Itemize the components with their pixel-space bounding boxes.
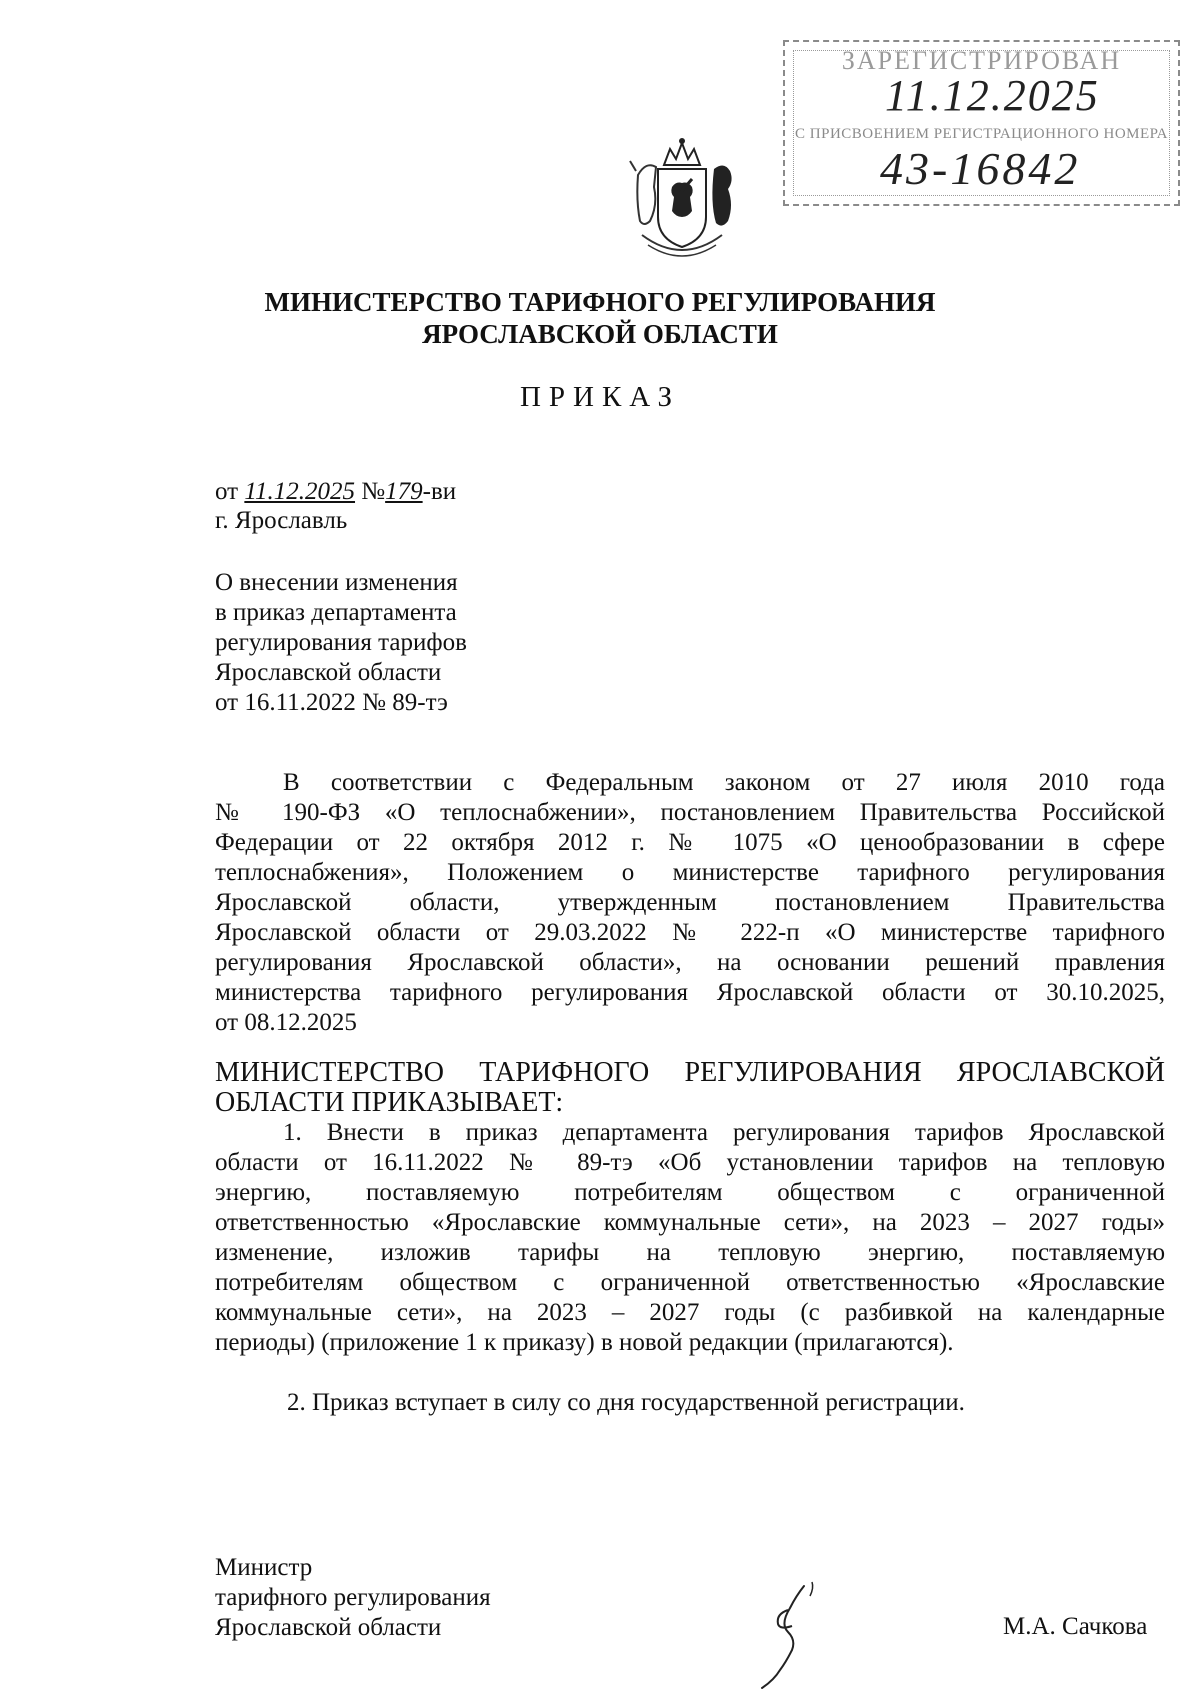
item1-line: 1. Внести в приказ департамента регулирования тарифов Ярославской — [283, 1119, 1165, 1146]
order-number: 179 — [385, 478, 423, 505]
order-item-2 — [215, 1388, 1165, 1418]
signatory-name: М.А. Сачкова — [1003, 1613, 1148, 1640]
order-number-suffix: -ви — [422, 478, 457, 505]
preamble-line: министерства тарифного регулирования Ярославской области от 30.10.2025, — [215, 979, 1165, 1006]
stamp-date: 11.12.2025 — [885, 71, 1100, 120]
preamble-line: Федерации от 22 октября 2012 г. № 1075 «О ценообразовании в сфере — [215, 829, 1165, 856]
from-label: от — [215, 478, 239, 505]
preamble-line: В соответствии с Федеральным законом от 27 июля 2010 года — [283, 769, 1165, 796]
stamp-registration-number: 43-16842 — [880, 143, 1081, 194]
item1-line: коммунальные сети», на 2023 – 2027 годы (с разбивкой на календарные — [215, 1299, 1165, 1326]
preamble-paragraph — [215, 768, 1165, 1038]
decree-line: МИНИСТЕРСТВО ТАРИФНОГО РЕГУЛИРОВАНИЯ ЯРОСЛАВСКОЙ — [215, 1057, 1165, 1088]
coat-of-arms-icon — [618, 135, 746, 265]
preamble-line: Ярославской области от 29.03.2022 № 222-п «О министерстве тарифного — [215, 919, 1165, 946]
position-line: Ярославской области — [215, 1614, 442, 1641]
position-line: тарифного регулирования — [215, 1584, 491, 1611]
subject-line: от 16.11.2022 № 89-тэ — [215, 689, 448, 716]
organization-name-line-1: МИНИСТЕРСТВО ТАРИФНОГО РЕГУЛИРОВАНИЯ — [264, 287, 936, 317]
order-date: 11.12.2025 — [244, 478, 356, 505]
item1-line: области от 16.11.2022 № 89-тэ «Об установлении тарифов на тепловую — [215, 1149, 1165, 1176]
order-item-1 — [215, 1118, 1165, 1358]
document-type-title: ПРИКАЗ — [519, 381, 681, 413]
number-label: № — [361, 478, 386, 505]
preamble-line: регулирования Ярославской области», на основании решений правления — [215, 949, 1165, 976]
preamble-line: № 190-ФЗ «О теплоснабжении», постановлением Правительства Российской — [215, 799, 1165, 826]
preamble-line: теплоснабжения», Положением о министерстве тарифного регулирования — [215, 859, 1165, 886]
stamp-caption: С ПРИСВОЕНИЕМ РЕГИСТРАЦИОННОГО НОМЕРА — [795, 126, 1168, 142]
order-date-number-line — [215, 478, 456, 506]
handwritten-signature-icon — [742, 1580, 842, 1690]
preamble-line: Ярославской области, утвержденным постановлением Правительства — [215, 889, 1165, 916]
item1-line: периоды) (приложение 1 к приказу) в новой редакции (прилагаются). — [215, 1329, 954, 1356]
registration-stamp — [783, 40, 1180, 206]
city: г. Ярославль — [215, 507, 348, 534]
subject-line: регулирования тарифов — [215, 629, 467, 656]
subject-line: Ярославской области — [215, 659, 442, 686]
item2-text: 2. Приказ вступает в силу со дня государственной регистрации. — [287, 1389, 965, 1416]
organization-name-line-2: ЯРОСЛАВСКОЙ ОБЛАСТИ — [422, 319, 778, 349]
item1-line: энергию, поставляемую потребителям обществом с ограниченной — [215, 1179, 1165, 1206]
decree-statement — [215, 1058, 1165, 1118]
order-subject — [215, 568, 575, 718]
signatory-position — [215, 1553, 491, 1643]
preamble-line: от 08.12.2025 — [215, 1009, 357, 1036]
position-line: Министр — [215, 1554, 313, 1581]
item1-line: потребителям обществом с ограниченной ответственностью «Ярославские — [215, 1269, 1165, 1296]
item1-line: ответственностью «Ярославские коммунальные сети», на 2023 – 2027 годы» — [215, 1209, 1165, 1236]
stamp-title: ЗАРЕГИСТРИРОВАН — [841, 46, 1122, 75]
decree-line: ОБЛАСТИ ПРИКАЗЫВАЕТ: — [215, 1087, 564, 1118]
item1-line: изменение, изложив тарифы на тепловую энергию, поставляемую — [215, 1239, 1165, 1266]
subject-line: в приказ департамента — [215, 599, 457, 626]
subject-line: О внесении изменения — [215, 569, 458, 596]
